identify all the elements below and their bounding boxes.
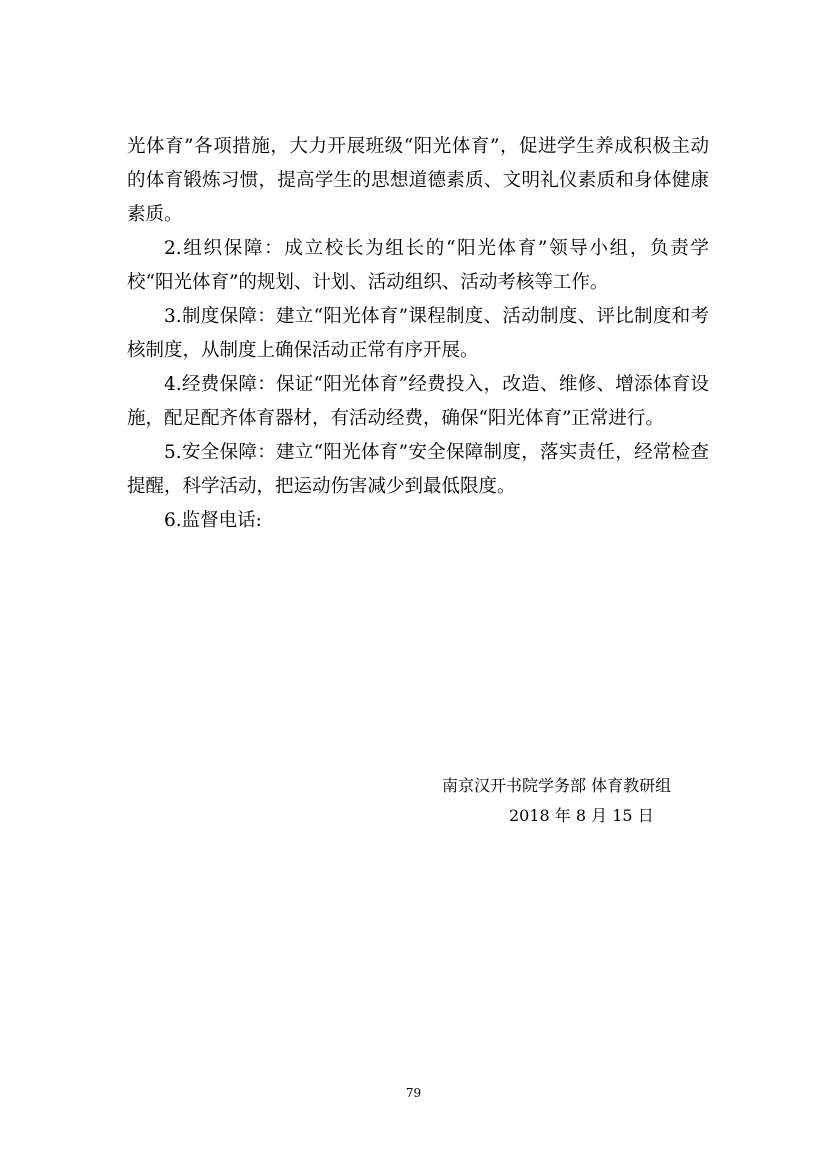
paragraph-organization-guarantee: 2.组织保障：成立校长为组长的“阳光体育”领导小组，负责学校“阳光体育”的规划、计划、活动组织、活动考核等工作。 bbox=[127, 238, 709, 293]
page-number: 79 bbox=[405, 1086, 422, 1100]
signature-organization: 南京汉开书院学务部 体育教研组 bbox=[442, 776, 672, 795]
paragraph-system-guarantee: 3.制度保障：建立“阳光体育”课程制度、活动制度、评比制度和考核制度，从制度上确保活动正常有序开展。 bbox=[127, 306, 709, 361]
paragraph-funding-guarantee: 4.经费保障：保证“阳光体育”经费投入，改造、维修、增添体育设施，配足配齐体育器材，有活动经费，确保“阳光体育”正常进行。 bbox=[127, 374, 709, 429]
signature-date: 2018 年 8 月 15 日 bbox=[509, 806, 654, 825]
paragraph-safety-guarantee: 5.安全保障：建立“阳光体育”安全保障制度，落实责任，经常检查提醒，科学活动，把运动伤害减少到最低限度。 bbox=[127, 442, 709, 497]
body-text bbox=[127, 130, 709, 538]
paragraph-supervision-phone: 6.监督电话: bbox=[164, 510, 262, 531]
paragraph-continuation: 光体育”各项措施，大力开展班级“阳光体育”，促进学生养成积极主动的体育锻炼习惯，提高学生的思想道德素质、文明礼仪素质和身体健康素质。 bbox=[127, 136, 709, 225]
